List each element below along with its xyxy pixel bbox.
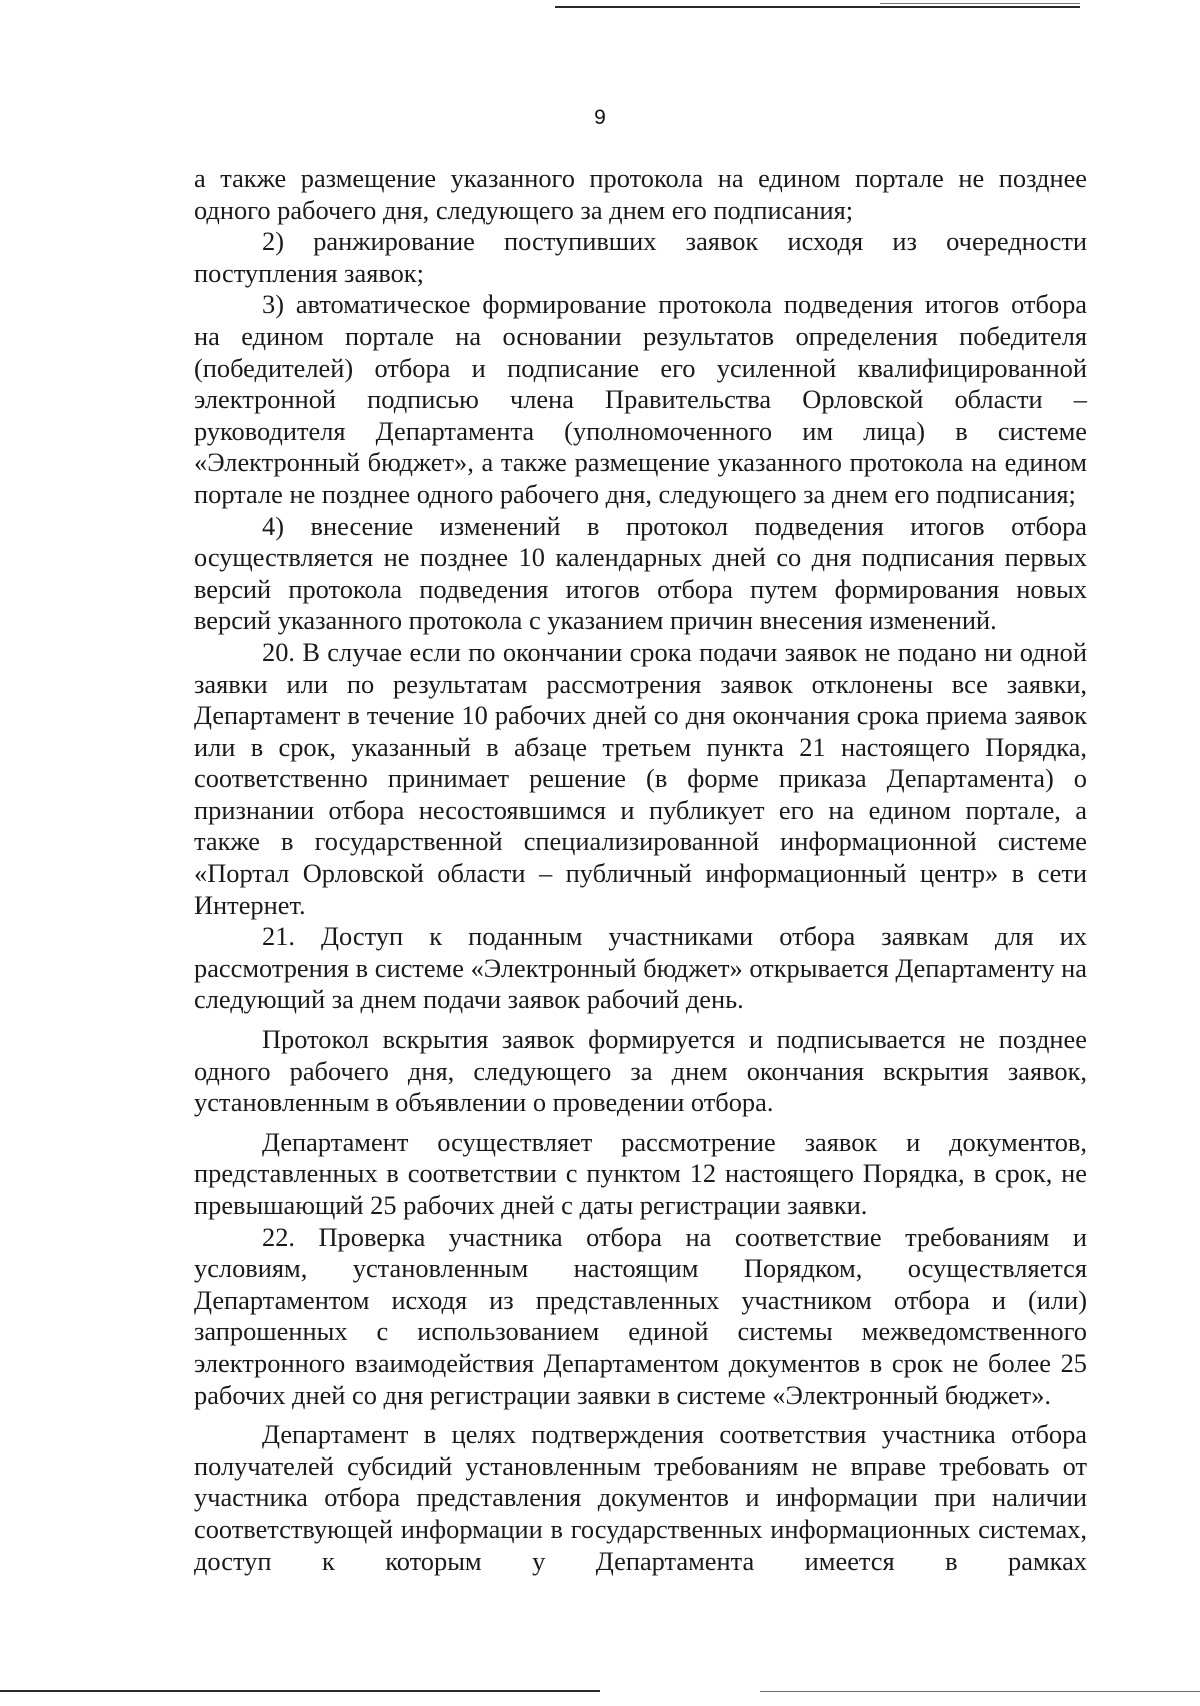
paragraph-item-2: 2) ранжирование поступивших заявок исходя из очередности поступления заявок; xyxy=(194,226,1087,288)
paragraph-opening-protocol: Протокол вскрытия заявок формируется и подписывается не позднее одного рабочего дня, следующего за днем окончания вскрытия заявок, установленным в объявлении о проведении отбора. xyxy=(194,1024,1087,1118)
paragraph-item-3: 3) автоматическое формирование протокола подведения итогов отбора на едином портале на основании результатов определения победителя (победителей) отбора и подписание его усиленной квалифицированной электронной подписью члена Правительства Орловской области – руководителя Департамента (уполномоченного им лица) в системе «Электронный бюджет», а также размещение указанного протокола на едином портале не позднее одного рабочего дня, следующего за днем его подписания; xyxy=(194,289,1087,509)
paragraph-verification: Департамент в целях подтверждения соответствия участника отбора получателей субсидий установленным требованиям не вправе требовать от участника отбора представления документов и информации при наличии соответствующей информации в государственных информационных системах, доступ к которым у Департамента имеется в рамках xyxy=(194,1419,1087,1576)
scan-edge-line-bottom-thin xyxy=(760,1691,1200,1692)
scan-edge-line-top-thin xyxy=(880,3,1080,4)
page-number: 9 xyxy=(594,106,606,129)
paragraph-continuation: а также размещение указанного протокола на едином портале не позднее одного рабочего дня, следующего за днем его подписания; xyxy=(194,163,1087,225)
paragraph-clause-21: 21. Доступ к поданным участниками отбора заявкам для их рассмотрения в системе «Электронный бюджет» открывается Департаменту на следующий за днем подачи заявок рабочий день. xyxy=(194,921,1087,1015)
paragraph-clause-20: 20. В случае если по окончании срока подачи заявок не подано ни одной заявки или по результатам рассмотрения заявок отклонены все заявки, Департамент в течение 10 рабочих дней со дня окончания срока приема заявок или в срок, указанный в абзаце третьем пункта 21 настоящего Порядка, соответственно принимает решение (в форме приказа Департамента) о признании отбора несостоявшимся и публикует его на едином портале, а также в государственной специализированной информационной системе «Портал Орловской области – публичный информационный центр» в сети Интернет. xyxy=(194,636,1087,920)
paragraph-item-4: 4) внесение изменений в протокол подведения итогов отбора осуществляется не позднее 10 календарных дней со дня подписания первых версий протокола подведения итогов отбора путем формирования новых версий указанного протокола с указанием причин внесения изменений. xyxy=(194,510,1087,636)
scan-edge-line-top xyxy=(555,6,1080,8)
paragraph-review-period: Департамент осуществляет рассмотрение заявок и документов, представленных в соответствии с пунктом 12 настоящего Порядка, в срок, не превышающий 25 рабочих дней с даты регистрации заявки. xyxy=(194,1126,1087,1220)
paragraph-clause-22: 22. Проверка участника отбора на соответствие требованиям и условиям, установленным настоящим Порядком, осуществляется Департаментом исходя из представленных участником отбора и (или) запрошенных с использованием единой системы межведомственного электронного взаимодействия Департаментом документов в срок не более 25 рабочих дней со дня регистрации заявки в системе «Электронный бюджет». xyxy=(194,1221,1087,1410)
scan-edge-line-bottom xyxy=(0,1690,600,1692)
document-body xyxy=(194,163,1087,1577)
